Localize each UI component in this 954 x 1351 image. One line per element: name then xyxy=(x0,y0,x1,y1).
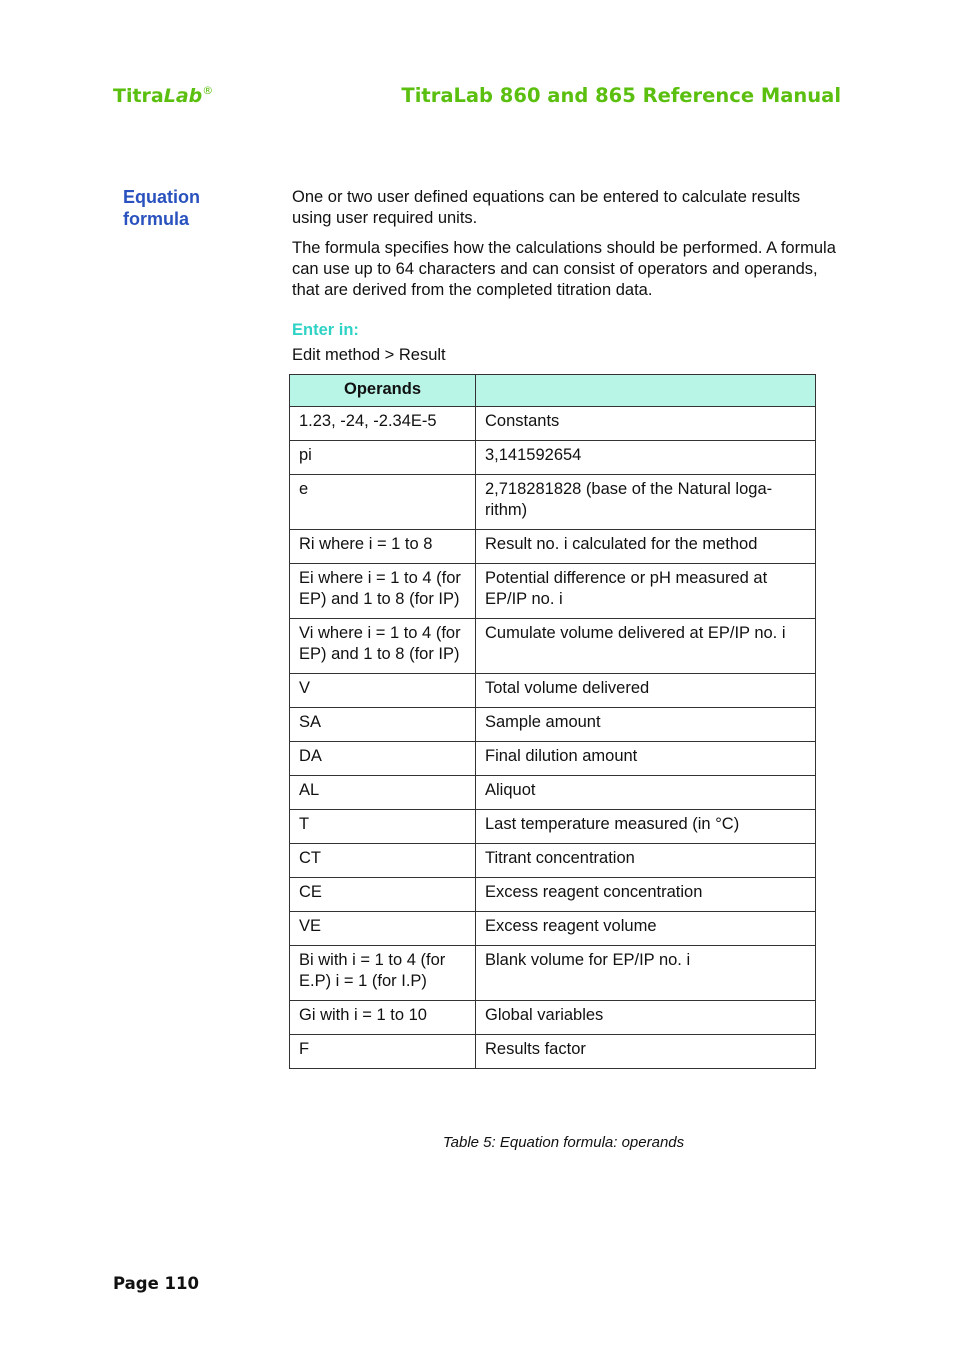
operand-cell: CT xyxy=(290,844,476,878)
table-row xyxy=(290,844,816,878)
table-row xyxy=(290,912,816,946)
operand-cell: AL xyxy=(290,776,476,810)
operand-cell: VE xyxy=(290,912,476,946)
column-header-description xyxy=(476,375,816,407)
description-cell: Titrant concentration xyxy=(476,844,816,878)
table-row xyxy=(290,475,816,530)
table-row xyxy=(290,441,816,475)
table-body xyxy=(290,407,816,1069)
description-cell: Result no. i calculated for the method xyxy=(476,530,816,564)
operands-table xyxy=(289,374,816,1069)
table-row xyxy=(290,946,816,1001)
description-cell: Excess reagent volume xyxy=(476,912,816,946)
description-cell: Total volume delivered xyxy=(476,674,816,708)
table-header-row xyxy=(290,375,816,407)
operand-cell: T xyxy=(290,810,476,844)
description-cell: Sample amount xyxy=(476,708,816,742)
table-row xyxy=(290,407,816,441)
operand-cell: DA xyxy=(290,742,476,776)
description-cell: Final dilution amount xyxy=(476,742,816,776)
operand-cell: e xyxy=(290,475,476,530)
description-cell: 3,141592654 xyxy=(476,441,816,475)
column-header-operands: Operands xyxy=(290,375,476,407)
table-row xyxy=(290,674,816,708)
operand-cell: Gi with i = 1 to 10 xyxy=(290,1001,476,1035)
operand-cell: 1.23, -24, -2.34E-5 xyxy=(290,407,476,441)
operand-cell: SA xyxy=(290,708,476,742)
description-cell: Global variables xyxy=(476,1001,816,1035)
table-row xyxy=(290,708,816,742)
operand-cell: F xyxy=(290,1035,476,1069)
table-row xyxy=(290,1001,816,1035)
table-row xyxy=(290,810,816,844)
brand-logo xyxy=(113,84,213,107)
page-number: Page 110 xyxy=(113,1274,199,1293)
description-cell: Results factor xyxy=(476,1035,816,1069)
operand-cell: V xyxy=(290,674,476,708)
table-caption: Table 5: Equation formula: operands xyxy=(442,1134,685,1151)
description-cell: Last temperature measured (in °C) xyxy=(476,810,816,844)
description-cell: Excess reagent concentration xyxy=(476,878,816,912)
table-row xyxy=(290,619,816,674)
description-cell: 2,718281828 (base of the Natural loga-rithm) xyxy=(476,475,816,530)
table-row xyxy=(290,1035,816,1069)
table-row xyxy=(290,878,816,912)
table-row xyxy=(290,530,816,564)
brand-prefix: Titra xyxy=(113,85,164,107)
brand-suffix: Lab xyxy=(163,85,203,107)
formula-paragraph: The formula specifies how the calculations should be performed. A formula can use up to 64 characters and can consist of operators and operands, that are derived from the completed titration data. xyxy=(292,239,836,299)
operand-cell: pi xyxy=(290,441,476,475)
section-title: Equation formula xyxy=(123,187,200,229)
intro-paragraph: One or two user defined equations can be entered to calculate results using user required units. xyxy=(292,188,801,227)
description-cell: Cumulate volume delivered at EP/IP no. i xyxy=(476,619,816,674)
operand-cell: CE xyxy=(290,878,476,912)
description-cell: Potential difference or pH measured at EP/IP no. i xyxy=(476,564,816,619)
enter-in-label: Enter in: xyxy=(292,321,359,339)
description-cell: Blank volume for EP/IP no. i xyxy=(476,946,816,1001)
table-row xyxy=(290,742,816,776)
enter-in-path: Edit method > Result xyxy=(292,346,446,364)
operand-cell: Vi where i = 1 to 4 (for EP) and 1 to 8 (for IP) xyxy=(290,619,476,674)
operand-cell: Ei where i = 1 to 4 (for EP) and 1 to 8 (for IP) xyxy=(290,564,476,619)
description-cell: Aliquot xyxy=(476,776,816,810)
operand-cell: Bi with i = 1 to 4 (for E.P) i = 1 (for I.P) xyxy=(290,946,476,1001)
registered-mark: ® xyxy=(202,84,214,97)
description-cell: Constants xyxy=(476,407,816,441)
table-row xyxy=(290,776,816,810)
operand-cell: Ri where i = 1 to 8 xyxy=(290,530,476,564)
manual-title: TitraLab 860 and 865 Reference Manual xyxy=(401,84,841,107)
table-row xyxy=(290,564,816,619)
